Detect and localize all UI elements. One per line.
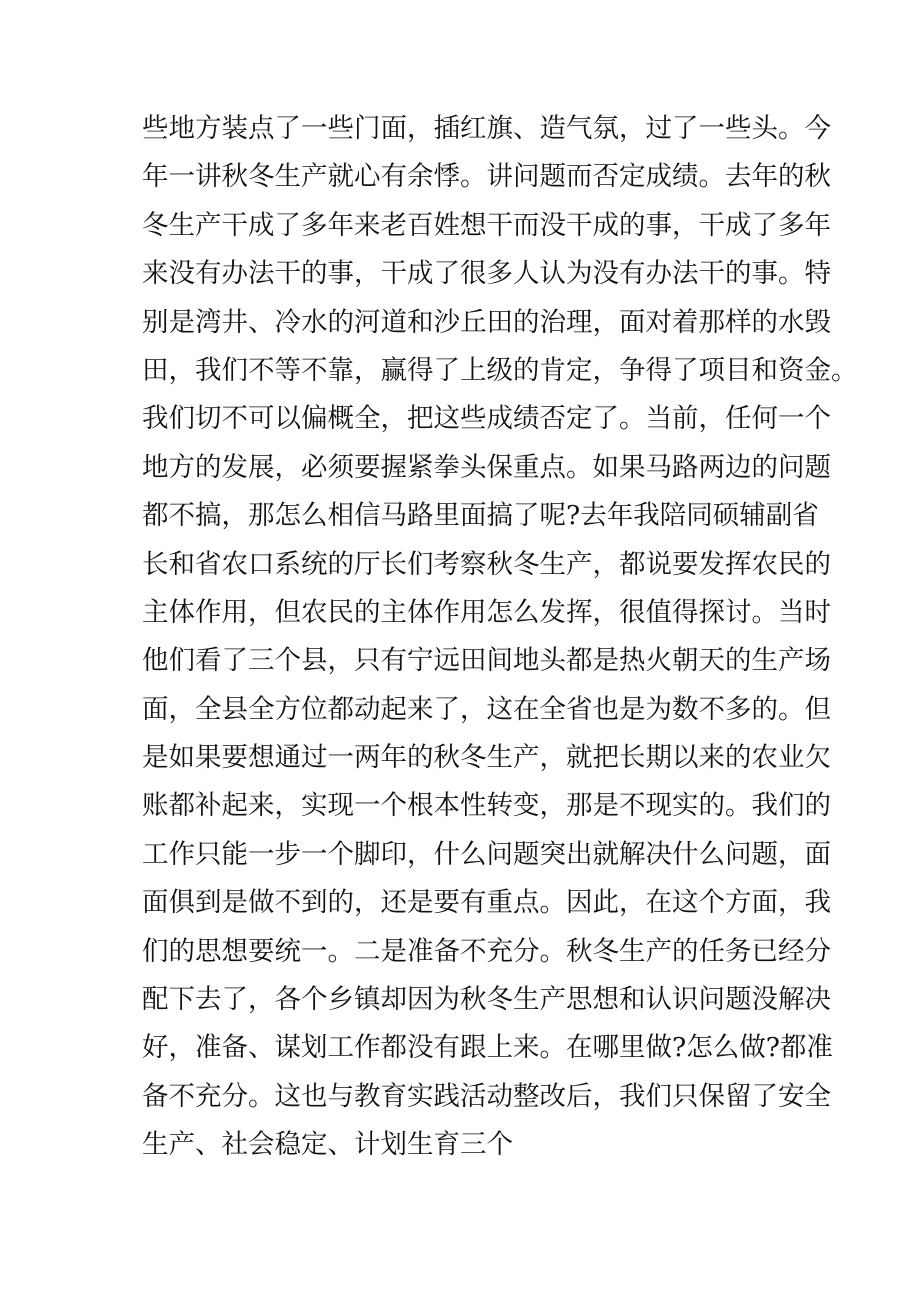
text-line: 长和省农口系统的厅长们考察秋冬生产，都说要发挥农民的: [142, 548, 831, 580]
text-line: 配下去了，各个乡镇却因为秋冬生产思想和认识问题没解决: [142, 984, 831, 1016]
text-line: 他们看了三个县，只有宁远田间地头都是热火朝天的生产场: [142, 645, 831, 677]
text-line: 们的思想要统一。二是准备不充分。秋冬生产的任务已经分: [142, 935, 831, 967]
text-line: 我们切不可以偏概全，把这些成绩否定了。当前，任何一个: [142, 403, 831, 435]
text-line: 别是湾井、冷水的河道和沙丘田的治理，面对着那样的水毁: [142, 306, 831, 338]
text-line: 账都补起来，实现一个根本性转变，那是不现实的。我们的: [142, 790, 831, 822]
text-line: 些地方装点了一些门面，插红旗、造气氛，过了一些头。今: [142, 113, 831, 144]
body-text: [142, 105, 858, 1170]
text-line: 都不搞，那怎么相信马路里面搞了呢?去年我陪同硕辅副省: [142, 500, 819, 532]
text-line: 面俱到是做不到的，还是要有重点。因此，在这个方面，我: [142, 887, 831, 919]
text-line: 冬生产干成了多年来老百姓想干而没干成的事，干成了多年: [142, 209, 831, 241]
text-line: 来没有办法干的事，干成了很多人认为没有办法干的事。特: [142, 258, 831, 290]
text-line: 好，准备、谋划工作都没有跟上来。在哪里做?怎么做?都准: [142, 1032, 833, 1064]
text-line: 面，全县全方位都动起来了，这在全省也是为数不多的。但: [142, 693, 831, 725]
text-line: 地方的发展，必须要握紧拳头保重点。如果马路两边的问题: [142, 451, 831, 483]
text-line: 工作只能一步一个脚印，什么问题突出就解决什么问题，面: [142, 838, 831, 870]
text-line: 主体作用，但农民的主体作用怎么发挥，很值得探讨。当时: [142, 596, 831, 628]
text-line: 是如果要想通过一两年的秋冬生产，就把长期以来的农业欠: [142, 742, 831, 774]
text-line: 备不充分。这也与教育实践活动整改后，我们只保留了安全: [142, 1080, 831, 1112]
text-line: 田，我们不等不靠，赢得了上级的肯定，争得了项目和资金。: [142, 354, 858, 386]
text-line: 年一讲秋冬生产就心有余悸。讲问题而否定成绩。去年的秋: [142, 161, 831, 193]
text-line: 生产、社会稳定、计划生育三个: [142, 1129, 513, 1161]
